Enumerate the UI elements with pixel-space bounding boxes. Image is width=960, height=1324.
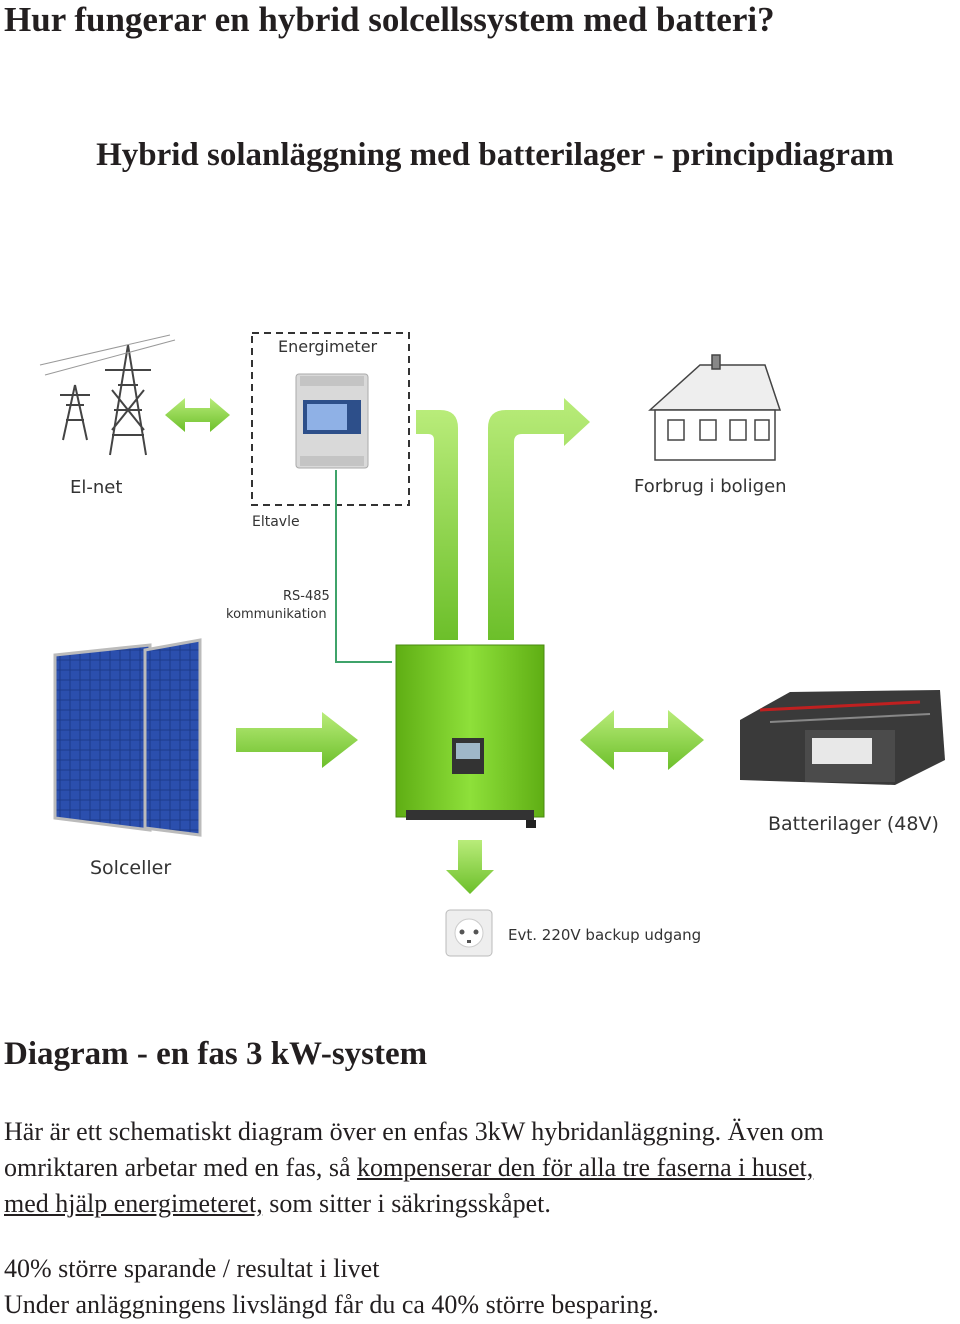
backup-arrow-icon bbox=[446, 840, 494, 894]
diagram-title: Hybrid solanläggning med batterilager - principdiagram bbox=[96, 137, 894, 173]
solceller-label: Solceller bbox=[90, 857, 172, 879]
underlined-text: med hjälp energimeteret, bbox=[4, 1189, 263, 1218]
batterilager-label: Batterilager (48V) bbox=[768, 813, 939, 835]
eltavle-label: Eltavle bbox=[252, 514, 300, 530]
hybrid-inverter-icon bbox=[396, 645, 544, 828]
section-heading: Diagram - en fas 3 kW-system bbox=[4, 1036, 428, 1072]
el-net-label: El-net bbox=[70, 477, 123, 498]
battery-icon bbox=[740, 690, 945, 785]
backup-label: Evt. 220V backup udgang bbox=[508, 926, 702, 944]
savings-title: 40% större sparande / resultat i livet bbox=[4, 1254, 380, 1283]
description-paragraph bbox=[4, 1114, 954, 1222]
solar-arrow-icon bbox=[236, 712, 358, 768]
rs485-label-2: kommunikation bbox=[226, 607, 327, 622]
battery-double-arrow-icon bbox=[580, 710, 704, 770]
savings-section bbox=[4, 1251, 659, 1323]
consumption-arrow-icon bbox=[488, 398, 590, 640]
energimeter-label: Energimeter bbox=[278, 337, 378, 356]
savings-text: Under anläggningens livslängd får du ca 40% större besparing. bbox=[4, 1290, 659, 1319]
power-pylon-icon bbox=[40, 335, 175, 455]
energy-meter-icon bbox=[296, 374, 368, 468]
hybrid-system-diagram bbox=[0, 310, 960, 990]
forbrug-label: Forbrug i boligen bbox=[634, 476, 787, 497]
house-icon bbox=[650, 355, 780, 460]
paragraph-text: omriktaren arbetar med en fas, så bbox=[4, 1153, 358, 1182]
page-heading: Hur fungerar en hybrid solcellssystem med batteri? bbox=[4, 0, 775, 39]
paragraph-line-2 bbox=[4, 1150, 954, 1186]
export-arrow-icon bbox=[394, 410, 458, 640]
grid-double-arrow-icon bbox=[165, 398, 230, 432]
underlined-text: kompenserar den för alla tre faserna i huset, bbox=[357, 1153, 814, 1182]
paragraph-text: som sitter i säkringsskåpet. bbox=[262, 1189, 551, 1218]
solar-panel-icon bbox=[55, 640, 200, 835]
rs485-cable bbox=[336, 470, 392, 662]
paragraph-line-1: Här är ett schematiskt diagram över en enfas 3kW hybridanläggning. Även om bbox=[4, 1117, 824, 1146]
paragraph-line-3 bbox=[4, 1186, 954, 1222]
rs485-label: RS-485 bbox=[283, 589, 330, 604]
power-outlet-icon bbox=[446, 910, 492, 956]
